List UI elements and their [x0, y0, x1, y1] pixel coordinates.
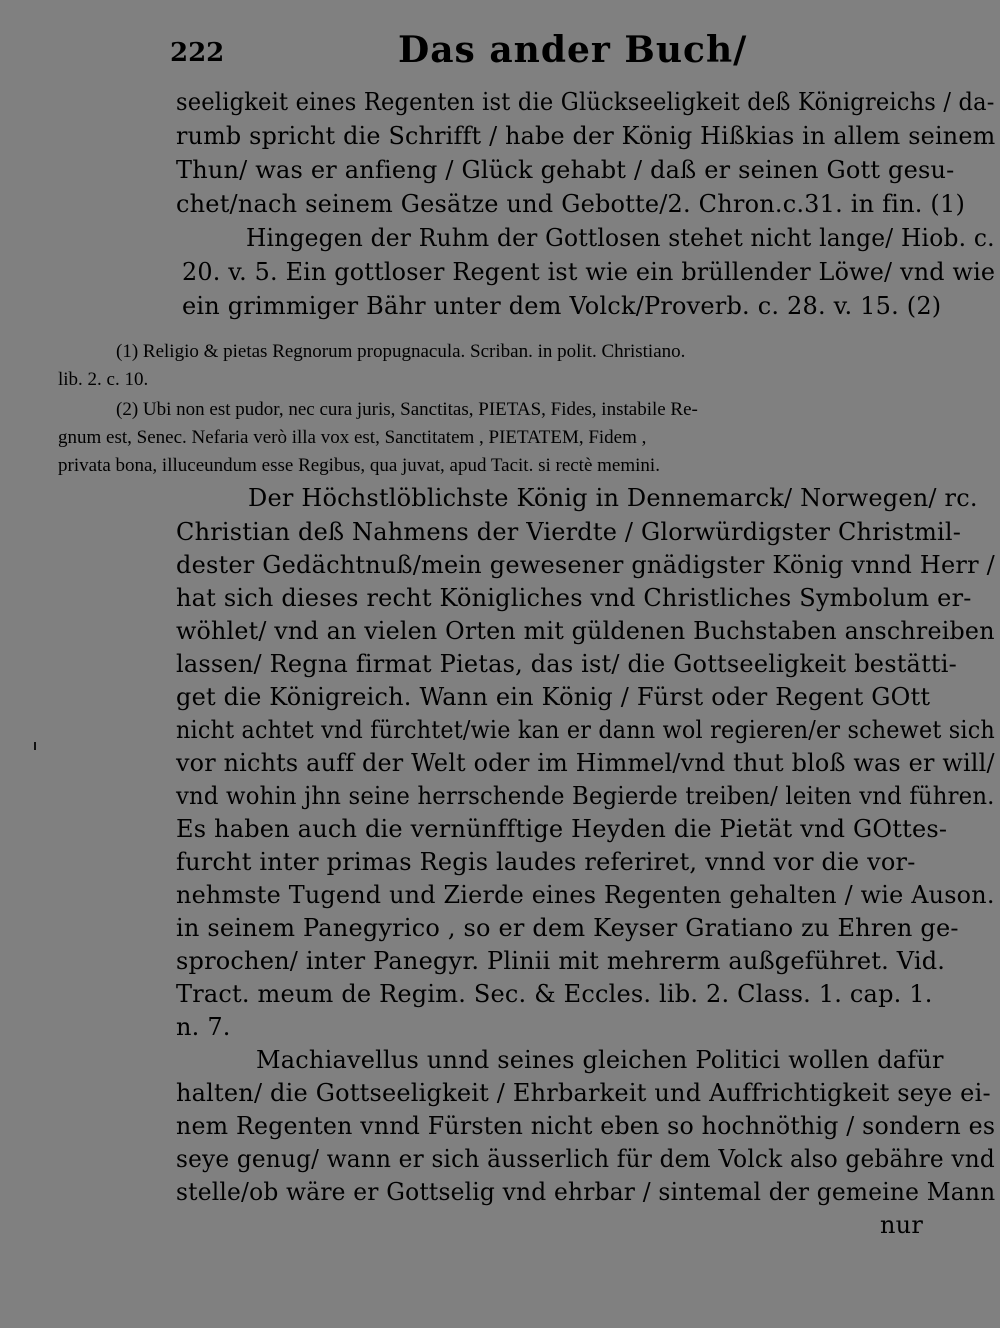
- text-line: seeligkeit eines Regenten ist die Glückseeligkeit deß Königreichs / da-: [176, 88, 995, 116]
- text-line: vnd wohin jhn seine herrschende Begierde treiben/ leiten vnd führen.: [176, 782, 995, 810]
- text-line: nehmste Tugend und Zierde eines Regenten gehalten / wie Auson.: [176, 881, 995, 909]
- footnote-line: (2) Ubi non est pudor, nec cura juris, Sanctitas, PIETAS, Fides, instabile Re-: [116, 399, 698, 420]
- text-line: get die Königreich. Wann ein König / Fürst oder Regent GOtt: [176, 683, 931, 711]
- text-line: rumb spricht die Schrifft / habe der König Hißkias in allem seinem: [176, 122, 996, 150]
- text-line: Hingegen der Ruhm der Gottlosen stehet nicht lange/ Hiob. c.: [246, 224, 995, 252]
- text-line: wöhlet/ vnd an vielen Orten mit güldenen Buchstaben anschreiben: [176, 617, 995, 645]
- footnote-line: gnum est, Senec. Nefaria verò illa vox est, Sanctitatem , PIETATEM, Fidem ,: [58, 427, 647, 448]
- catchword: nur: [880, 1211, 923, 1239]
- text-line: stelle/ob wäre er Gottselig vnd ehrbar / sintemal der gemeine Mann: [176, 1178, 996, 1206]
- text-line: 20. v. 5. Ein gottloser Regent ist wie ein brüllender Löwe/ vnd wie: [182, 258, 996, 286]
- text-line: nem Regenten vnnd Fürsten nicht eben so hochnöthig / sondern es: [176, 1112, 996, 1140]
- ink-mark: [34, 742, 36, 750]
- running-title: Das ander Buch/: [398, 29, 748, 71]
- text-line: hat sich dieses recht Königliches vnd Christliches Symbolum er-: [176, 584, 972, 612]
- text-line: chet/nach seinem Gesätze und Gebotte/2. Chron.c.31. in fin. (1): [176, 190, 966, 218]
- text-line: ein grimmiger Bähr unter dem Volck/Proverb. c. 28. v. 15. (2): [182, 292, 942, 320]
- text-line: in seinem Panegyrico , so er dem Keyser Gratiano zu Ehren ge-: [176, 914, 959, 942]
- footnote-line: lib. 2. c. 10.: [58, 369, 149, 390]
- text-line: nicht achtet vnd fürchtet/wie kan er dann wol regieren/er schewet sich: [176, 716, 995, 744]
- text-line: Christian deß Nahmens der Vierdte / Glorwürdigster Christmil-: [176, 518, 962, 546]
- text-line: halten/ die Gottseeligkeit / Ehrbarkeit und Auffrichtigkeit seye ei-: [176, 1079, 991, 1107]
- text-line: dester Gedächtnuß/mein gewesener gnädigster König vnnd Herr /: [176, 551, 995, 579]
- text-line: Tract. meum de Regim. Sec. & Eccles. lib. 2. Class. 1. cap. 1.: [176, 980, 933, 1008]
- footnote-line: (1) Religio & pietas Regnorum propugnacula. Scriban. in polit. Christiano.: [116, 341, 686, 362]
- text-line: sprochen/ inter Panegyr. Plinii mit mehrerm außgeführet. Vid.: [176, 947, 946, 975]
- text-line: vor nichts auff der Welt oder im Himmel/vnd thut bloß was er will/: [176, 749, 995, 777]
- text-line: n. 7.: [176, 1013, 231, 1041]
- footnote-line: privata bona, illuceundum esse Regibus, qua juvat, apud Tacit. si rectè memini.: [58, 455, 660, 476]
- text-line: furcht inter primas Regis laudes referiret, vnnd vor die vor-: [176, 848, 916, 876]
- text-line: Machiavellus unnd seines gleichen Politici wollen dafür: [256, 1046, 944, 1074]
- text-line: Der Höchstlöblichste König in Dennemarck/ Norwegen/ rc.: [248, 484, 978, 512]
- text-line: Es haben auch die vernünfftige Heyden die Pietät vnd GOttes-: [176, 815, 948, 843]
- text-line: Thun/ was er anfieng / Glück gehabt / daß er seinen Gott gesu-: [176, 156, 955, 184]
- text-line: seye genug/ wann er sich äusserlich für dem Volck also gebähre vnd: [176, 1145, 995, 1173]
- text-line: lassen/ Regna firmat Pietas, das ist/ die Gottseeligkeit bestätti-: [176, 650, 957, 678]
- page-number: 222: [170, 38, 225, 68]
